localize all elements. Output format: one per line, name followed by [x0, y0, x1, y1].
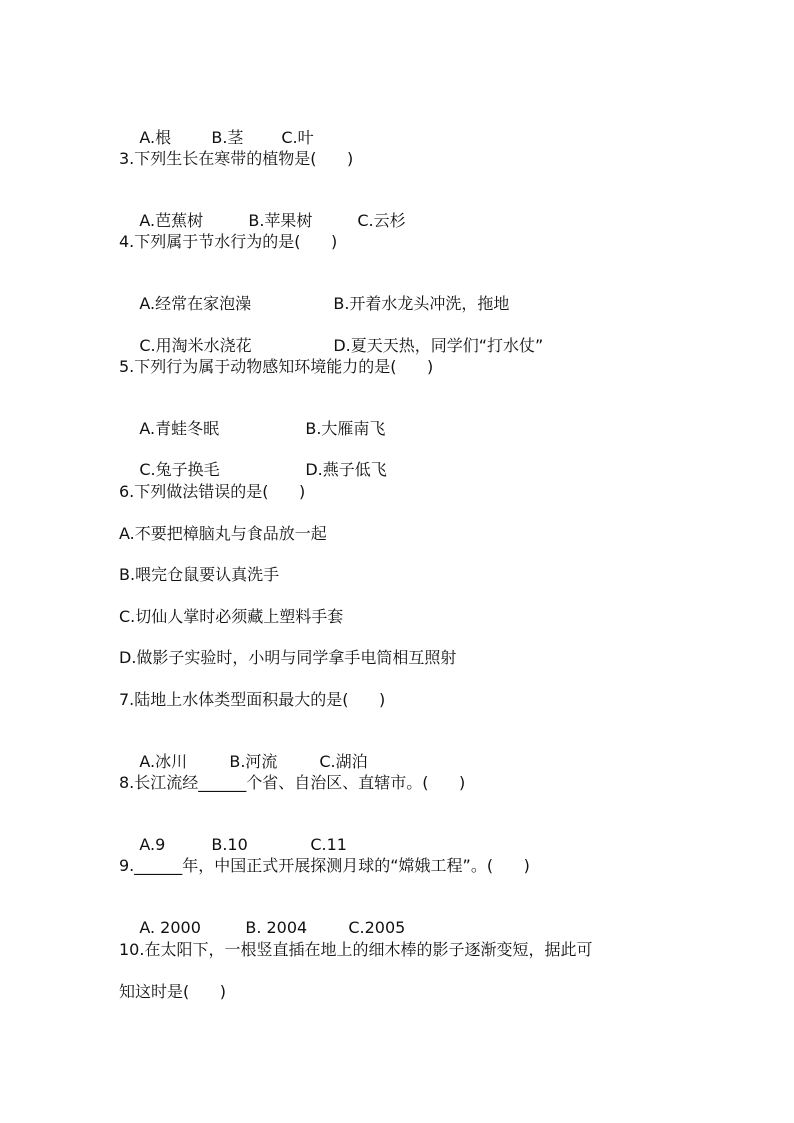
q4-option-a: A.经常在家泡澡 — [139, 294, 252, 313]
q4-option-b: B.开着水龙头冲洗，拖地 — [333, 294, 510, 313]
q2-option-b: B.茎 — [211, 128, 244, 147]
q8-option-a: A.9 — [139, 835, 166, 854]
q3-option-c: C.云杉 — [357, 211, 406, 230]
q2-option-a: A.根 — [139, 128, 172, 147]
question-9: 9.______年，中国正式开展探测月球的“嫦娥工程”。( ) — [119, 856, 530, 875]
q5-option-b: B.大雁南飞 — [305, 419, 386, 438]
question-4: 4.下列属于节水行为的是( ) — [119, 232, 338, 251]
question-3: 3.下列生长在寒带的植物是( ) — [119, 149, 354, 168]
q5-option-d: D.燕子低飞 — [305, 460, 387, 479]
q5-option-a: A.青蛙冬眠 — [139, 419, 220, 438]
q6-option-a: A.不要把樟脑丸与食品放一起 — [119, 524, 327, 543]
q8-option-b: B.10 — [211, 835, 248, 854]
question-5: 5.下列行为属于动物感知环境能力的是( ) — [119, 357, 434, 376]
q9-option-c: C.2005 — [348, 918, 406, 937]
question-6: 6.下列做法错误的是( ) — [119, 482, 306, 501]
q4-option-c: C.用淘米水浇花 — [139, 336, 252, 355]
q3-option-b: B.苹果树 — [248, 211, 313, 230]
q7-option-b: B.河流 — [229, 752, 278, 771]
q7-option-a: A.冰川 — [139, 752, 188, 771]
q6-option-c: C.切仙人掌时必须藏上塑料手套 — [119, 607, 344, 626]
question-7: 7.陆地上水体类型面积最大的是( ) — [119, 690, 386, 709]
q4-option-d: D.夏天天热，同学们“打水仗” — [333, 336, 544, 355]
q6-option-b: B.喂完仓鼠要认真洗手 — [119, 565, 280, 584]
q7-option-c: C.湖泊 — [319, 752, 368, 771]
q6-option-d: D.做影子实验时，小明与同学拿手电筒相互照射 — [119, 648, 457, 667]
q3-option-a: A.芭蕉树 — [139, 211, 204, 230]
q5-option-c: C.兔子换毛 — [139, 460, 220, 479]
question-8: 8.长江流经______个省、自治区、直辖市。( ) — [119, 773, 466, 792]
q2-option-c: C.叶 — [281, 128, 314, 147]
q9-option-b: B. 2004 — [245, 918, 308, 937]
question-10-line-1: 10.在太阳下，一根竖直插在地上的细木棒的影子逐渐变短，据此可 — [119, 940, 593, 959]
question-10-line-2: 知这时是( ) — [119, 982, 227, 1001]
q9-option-a: A. 2000 — [139, 918, 201, 937]
q8-option-c: C.11 — [310, 835, 347, 854]
